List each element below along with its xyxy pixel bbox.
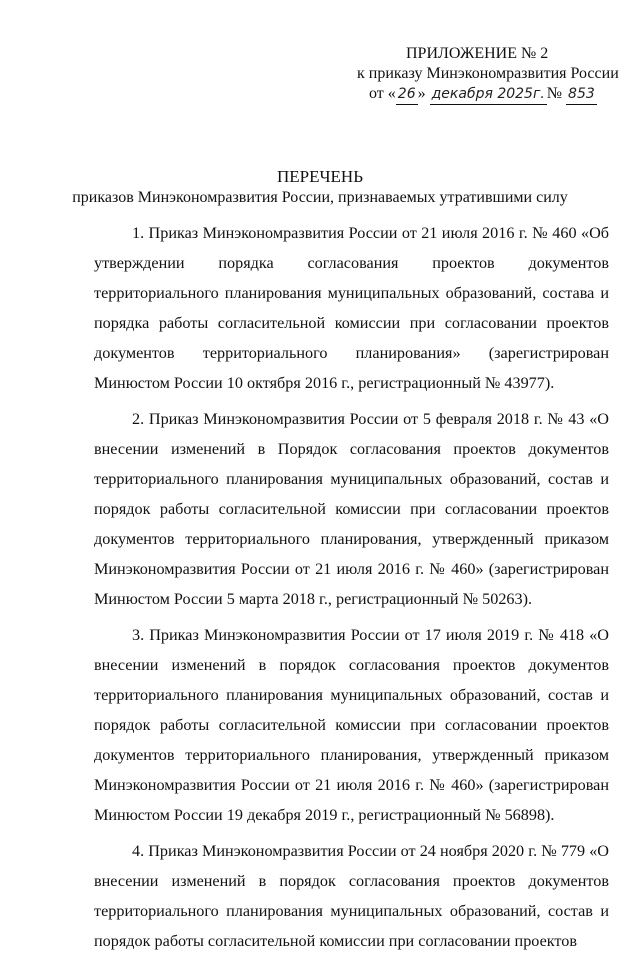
handwritten-month-year: декабря 2025г. — [430, 84, 547, 105]
document-body — [94, 218, 609, 962]
document-subtitle: приказов Минэкономразвития России, признаваемых утратившими силу — [72, 189, 568, 206]
order-date-line — [300, 84, 620, 105]
handwritten-day: 26 — [396, 84, 418, 105]
document-title: ПЕРЕЧЕНЬ — [277, 167, 363, 186]
handwritten-number: 853 — [566, 84, 597, 105]
list-item: 3. Приказ Минэкономразвития России от 17 июля 2019 г. № 418 «О внесении изменений в порядок согласования проектов документов территориального планирования муниципальных образований, состав и порядок работы согласительной комиссии при согласовании проектов документов территориального планирования, утвержденный приказом Минэкономразвития России от 21 июля 2016 г. № 460» (зарегистрирован Минюстом России 19 декабря 2019 г., регистрационный № 56898). — [94, 626, 609, 824]
list-item: 4. Приказ Минэкономразвития России от 24 ноября 2020 г. № 779 «О внесении изменений в порядок согласования проектов документов территориального планирования муниципальных образований, состав и порядок работы согласительной комиссии при согласовании проектов — [94, 842, 609, 950]
appendix-label: ПРИЛОЖЕНИЕ № 2 — [406, 45, 549, 62]
order-reference: к приказу Минэкономразвития России — [357, 65, 619, 82]
document-header — [300, 44, 620, 105]
date-mid: » — [417, 85, 426, 102]
list-item: 1. Приказ Минэкономразвития России от 21 июля 2016 г. № 460 «Об утверждении порядка согласования проектов документов территориального планирования муниципальных образований, состава и порядка работы согласительной комиссии при согласовании проектов документов территориального планирования» (зарегистрирован Минюстом России 10 октября 2016 г., регистрационный № 43977). — [94, 224, 609, 392]
list-item: 2. Приказ Минэкономразвития России от 5 февраля 2018 г. № 43 «О внесении изменений в Порядок согласования проектов документов территориального планирования муниципальных образований, состав и порядок работы согласительной комиссии при согласовании проектов документов территориального планирования, утвержденный приказом Минэкономразвития России от 21 июля 2016 г. № 460» (зарегистрирован Минюстом России 5 марта 2018 г., регистрационный № 50263). — [94, 410, 609, 608]
number-label: № — [546, 85, 563, 102]
from-label: от « — [369, 85, 396, 102]
